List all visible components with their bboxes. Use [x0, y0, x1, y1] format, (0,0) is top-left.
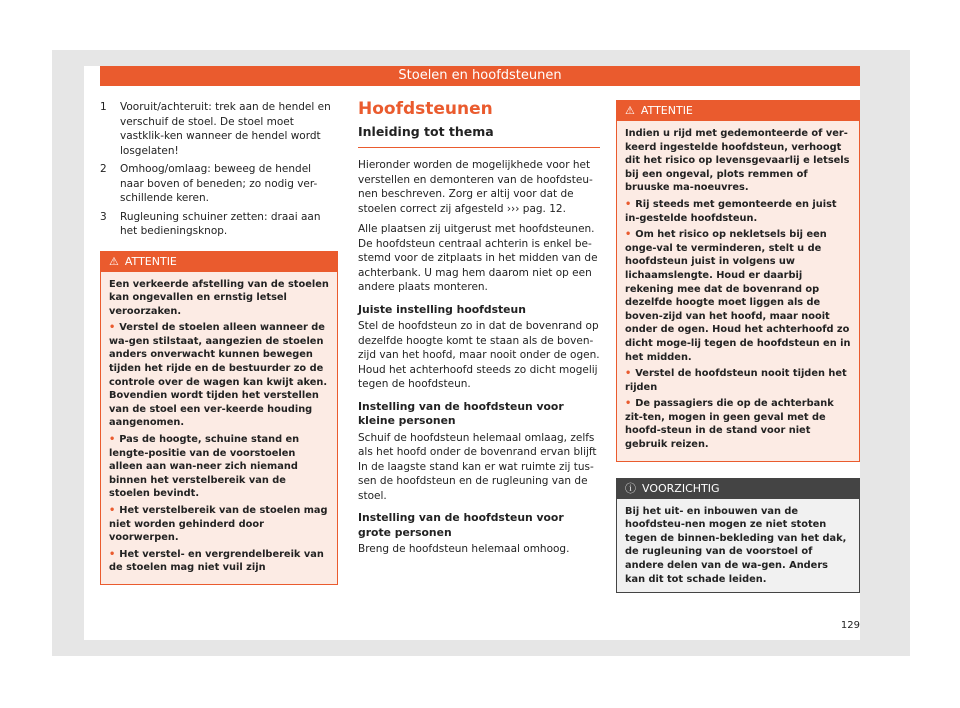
warning-bullet: • Het verstelbereik van de stoelen mag niet worden gehinderd door voorwerpen. — [109, 505, 328, 544]
warning-bullet: • Het verstel- en vergrendelbereik van de stoelen mag niet vuil zijn — [109, 548, 324, 574]
warning-bullet: • Rij steeds met gemonteerde en juist in-gestelde hoofdsteun. — [625, 198, 837, 224]
warning-bullet: • De passagiers die op de achterbank zit-ten, mogen in geen geval met de hoofd-steun in de stand voor niet gebruik reizen. — [625, 398, 834, 451]
warning-body — [101, 272, 337, 584]
step-item — [100, 162, 338, 206]
page-number: 129 — [840, 620, 860, 631]
warning-title: ATTENTIE — [640, 104, 693, 117]
subheading: Instelling van de hoofdsteun voor kleine personen — [358, 399, 564, 427]
warning-bullet: • Verstel de stoelen alleen wanneer de wa-gen stilstaat, aangezien de stoelen anders onverwacht kunnen bewegen tijden het rijde en de bestuurder zo de controle over de wagen kan kwijt aken. Bovendien wordt tijden het verstellen van de stoel een ver-keerde houding aangenomen. — [109, 322, 328, 429]
subheading: Instelling van de hoofdsteun voor grote personen — [358, 511, 564, 539]
warning-header — [617, 101, 859, 121]
column-left — [100, 100, 338, 585]
bullet-icon: • — [625, 368, 632, 380]
subheading: Juiste instelling hoofdsteun — [358, 302, 526, 316]
warning-bullet: • Pas de hoogte, schuine stand en lengte-positie van de voorstoelen alleen aan wan-neer zich niemand binnen het verstelbereik van de stoelen bevindt. — [109, 434, 300, 500]
bullet-icon: • — [109, 548, 116, 560]
bullet-icon: • — [109, 322, 116, 334]
step-number: 3 — [100, 210, 107, 223]
column-middle — [358, 100, 600, 563]
column-right — [616, 100, 860, 593]
step-text: Vooruit/achteruit: trek aan de hendel en verschuif de stoel. De stoel moet vastklik-ken wanneer de hendel wordt losgelaten! — [120, 101, 331, 157]
step-text: Rugleuning schuiner zetten: draai aan het bedieningsknop. — [120, 210, 321, 237]
warning-box — [616, 100, 860, 462]
step-number: 2 — [100, 163, 107, 175]
step-number: 1 — [100, 101, 107, 113]
warning-triangle-icon: ⚠ — [625, 104, 635, 117]
warning-title: ATTENTIE — [124, 254, 177, 268]
warning-intro: Indien u rijd met gedemonteerde of ver-keerd ingestelde hoofdsteun, verhoogt dit het risico op levensgevaarlij e letsels bij een ongeval, plots remmen of bruuske ma-noeuvres. — [625, 128, 850, 194]
section-title: Hoofdsteunen — [358, 99, 493, 119]
warning-bullet: • Verstel de hoofdsteun nooit tijden het rijden — [625, 368, 847, 393]
paragraph: Breng de hoofdsteun helemaal omhoog. — [358, 543, 570, 555]
caution-body: Bij het uit- en inbouwen van de hoofdsteu-nen mogen ze niet stoten tegen de binnen-bekleding van het dak, de rugleuning van de voorstoel of andere delen van de wa-gen. Anders kan dit tot schade leiden. — [617, 499, 859, 593]
bullet-icon: • — [109, 505, 116, 516]
paragraph: Hieronder worden de mogelijkhede voor het verstellen en demonteren van de hoofdsteu-nen beschreven. Zorg er altij voor dat de stoelen correct zij afgesteld ››› pag. 12. — [358, 159, 593, 215]
paragraph: Stel de hoofdsteun zo in dat de bovenrand op dezelfde hoogte komt te staan als de boven-zijd van het hoofd, maar nooit onder de ogen. Houd het achterhoofd steeds zo dicht mogelij tegen de hoofdsteun. — [358, 320, 600, 390]
step-text: Omhoog/omlaag: beweeg de hendel naar boven of beneden; zo nodig ver-schillende keren. — [120, 163, 318, 204]
info-circle-icon: ⓘ — [625, 481, 636, 495]
warning-bullet: • Om het risico op nekletsels bij een onge-val te verminderen, stelt u de hoofdsteun juist in volgens uw lichaamslengte. Houd er daarbij rekening mee dat de bovenrand op dezelfde hoogte moet liggen als de boven-zijd van het hoofd, maar nooit onder de ogen. Houd het achterhoofd zo dicht moge-lij tegen de hoofdsteun en in het midden. — [625, 229, 851, 363]
warning-header — [101, 252, 337, 272]
step-item — [100, 210, 338, 239]
paragraph: Schuif de hoofdsteun helemaal omlaag, zelfs als het hoofd onder de bovenrand ervan blijft In de laagste stand kan er wat ruimte zij tus-sen de hoofdsteun en de rugleuning van de stoel. — [358, 431, 597, 502]
bullet-icon: • — [109, 434, 116, 446]
caution-title: VOORZICHTIG — [642, 481, 720, 495]
warning-body — [617, 121, 859, 461]
bullet-icon: • — [625, 198, 632, 210]
warning-box — [100, 251, 338, 585]
section-subtitle: Inleiding tot thema — [358, 125, 600, 149]
bullet-icon: • — [625, 398, 632, 410]
caution-box — [616, 478, 860, 594]
warning-triangle-icon: ⚠ — [109, 254, 119, 268]
step-item — [100, 100, 338, 158]
warning-intro: Een verkeerde afstelling van de stoelen kan ongevallen en ernstig letsel veroorzaken. — [109, 278, 329, 317]
section-header: Stoelen en hoofdsteunen — [100, 66, 860, 86]
paragraph: Alle plaatsen zij uitgerust met hoofdsteunen. De hoofdsteun centraal achterin is enkel be-stemd voor de zitplaats in het midden van de achterbank. U mag hem daarom niet op een andere plaats monteren. — [358, 223, 598, 293]
bullet-icon: • — [625, 229, 632, 241]
caution-header — [617, 479, 859, 499]
